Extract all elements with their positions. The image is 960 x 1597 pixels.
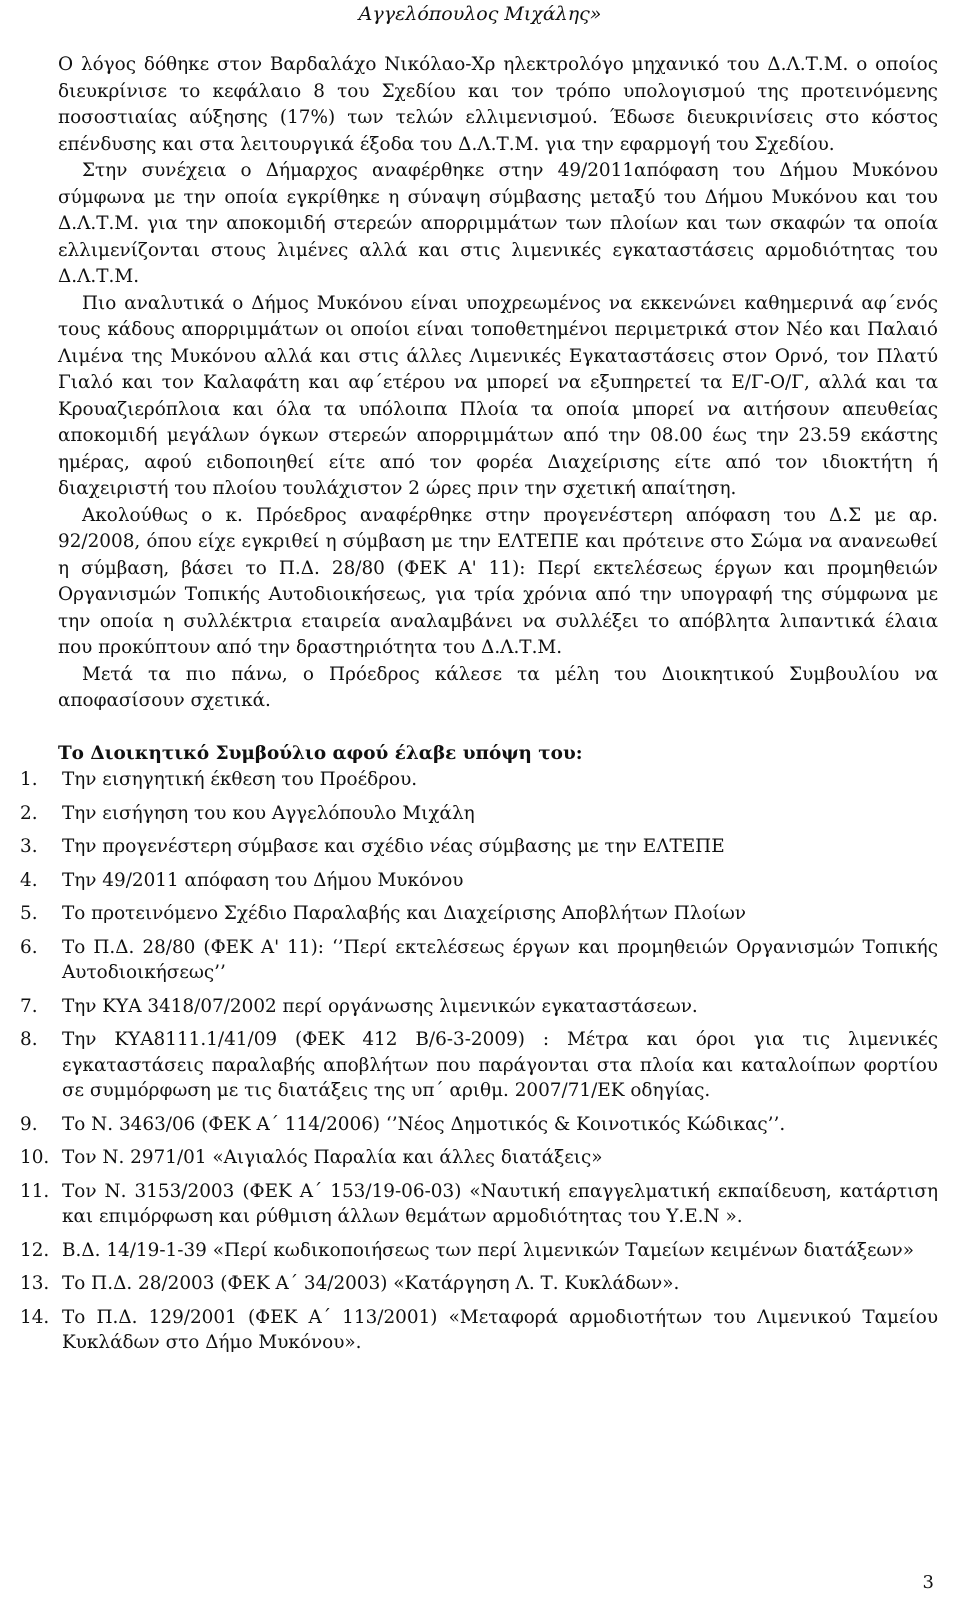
list-item: 4. Την 49/2011 απόφαση του Δήμου Μυκόνου	[20, 869, 464, 891]
list-item: 10. Τον Ν. 2971/01 «Αιγιαλός Παραλία και άλλες διατάξεις»	[20, 1147, 603, 1168]
paragraph-speaker: Ο λόγος δόθηκε στον Βαρδαλάχο Νικόλαο-Χρ ηλεκτρολόγο μηχανικό του Δ.Λ.Τ.Μ. ο οποίος διευκρίνισε το κεφάλαιο 8 του Σχεδίου και τον τρόπο υπολογισμού της προτεινόμενης ποσοστιαίας αύξησης (17%) των τελών ελλιμενισμού. Έδωσε διευκρινίσεις στο κόστος επένδυσης και στα λειτουργικά έξοδα του Δ.Λ.Τ.Μ. για την εφαρμογή του Σχεδίου.	[58, 54, 938, 155]
considerations-list	[20, 767, 938, 1356]
considerations-heading: Το Διοικητικό Συμβούλιο αφού έλαβε υπόψη του:	[58, 742, 583, 764]
list-item: 11. Τον Ν. 3153/2003 (ΦΕΚ Α΄ 153/19-06-03) «Ναυτική επαγγελματική εκπαίδευση, κατάρτιση και επιμόρφωση και ρύθμιση άλλων θεμάτων αρμοδιότητας του Υ.Ε.Ν ».	[20, 1180, 938, 1227]
paragraph-call-to-decide: Μετά τα πιο πάνω, ο Πρόεδρος κάλεσε τα μέλη του Διοικητικού Συμβουλίου να αποφασίσουν σχετικά.	[58, 663, 938, 711]
list-item: 5. Το προτεινόμενο Σχέδιο Παραλαβής και Διαχείρισης Αποβλήτων Πλοίων	[20, 903, 746, 924]
list-item: 8. Την ΚΥΑ8111.1/41/09 (ΦΕΚ 412 Β/6-3-2009) : Μέτρα και όροι για τις λιμενικές εγκαταστάσεις παραλαβής αποβλήτων που παράγονται στα πλοία και καταλοίπων φορτίου σε συμμόρφωση με τις διατάξεις της υπ΄ αριθμ. 2007/71/ΕΚ οδηγίας.	[20, 1029, 938, 1101]
page-number: 3	[922, 1572, 934, 1593]
paragraph-mayor: Στην συνέχεια ο Δήμαρχος αναφέρθηκε στην 49/2011απόφαση του Δήμου Μυκόνου σύμφωνα με την οποία εγκρίθηκε η σύναψη σύμβασης μεταξύ του Δήμου Μυκόνου και του Δ.Λ.Τ.Μ. για την αποκομιδή στερεών απορριμμάτων των πλοίων και των σκαφών τα οποία ελλιμενίζονται στους λιμένες αλλά και στις λιμενικές εγκαταστάσεις αρμοδιότητας του Δ.Λ.Τ.Μ.	[58, 160, 938, 287]
list-item: 1. Την εισηγητική έκθεση του Προέδρου.	[20, 769, 418, 790]
paragraph-president: Ακολούθως ο κ. Πρόεδρος αναφέρθηκε στην προγενέστερη απόφαση του Δ.Σ με αρ. 92/2008, όπου είχε εγκριθεί η σύμβαση με την ΕΛΤΕΠΕ και πρότεινε στο Σώμα να ανανεωθεί η σύμβαση, βάσει το Π.Δ. 28/80 (ΦΕΚ Α' 11): Περί εκτελέσεως έργων και προμηθειών Οργανισμών Τοπικής Αυτοδιοικήσεως, για τρία χρόνια από την υπογραφή της σύμφωνα με την οποία η συλλέκτρια εταιρεία αναλαμβάνει να συλλέξει το απόβλητα λιπαντικά έλαια που προκύπτουν από την δραστηριότητα του Δ.Λ.Τ.Μ.	[58, 504, 938, 658]
paragraph-details: Πιο αναλυτικά ο Δήμος Μυκόνου είναι υποχρεωμένος να εκκενώνει καθημερινά αφ΄ενός τους κάδους απορριμμάτων οι οποίοι είναι τοποθετημένοι περιμετρικά στον Νέο και Παλαιό Λιμένα της Μυκόνου αλλά και στις άλλες Λιμενικές Εγκαταστάσεις στον Ορνό, τον Πλατύ Γιαλό και τον Καλαφάτη και αφ΄ετέρου να μπορεί να εξυπηρετεί τα Ε/Γ-Ο/Γ, αλλά και τα Κρουαζιερόπλοια και όλα τα υπόλοιπα Πλοία τα οποία μπορεί να αιτήσουν απευθείας αποκομιδή μεγάλων όγκων στερεών απορριμμάτων από την 08.00 έως την 23.59 εκάστης ημέρας, αφού ειδοποιηθεί είτε από τον φορέα Διαχείρισης είτε από τον ιδιοκτήτη ή διαχειριστή του πλοίου τουλάχιστον 2 ώρες πριν την σχετική απαίτηση.	[58, 292, 938, 499]
list-item: 2. Την εισήγηση του κου Αγγελόπουλο Μιχάλη	[20, 802, 475, 824]
list-item: 12. Β.Δ. 14/19-1-39 «Περί κωδικοποιήσεως των περί λιμενικών Ταμείων κειμένων διατάξεων»	[20, 1239, 914, 1261]
list-item: 7. Την ΚΥΑ 3418/07/2002 περί οργάνωσης λιμενικών εγκαταστάσεων.	[20, 995, 698, 1017]
document-body	[20, 52, 938, 1364]
list-item: 14. Το Π.Δ. 129/2001 (ΦΕΚ Α΄ 113/2001) «Μεταφορά αρμοδιοτήτων του Λιμενικού Ταμείου Κυκλάδων στο Δήμο Μυκόνου».	[20, 1306, 938, 1353]
running-header: Αγγελόπουλος Μιχάλης»	[358, 3, 602, 25]
list-item: 9. Το Ν. 3463/06 (ΦΕΚ Α΄ 114/2006) ‘’Νέος Δημοτικός & Κοινοτικός Κώδικας’’.	[20, 1113, 786, 1135]
list-item: 13. Το Π.Δ. 28/2003 (ΦΕΚ Α΄ 34/2003) «Κατάργηση Λ. Τ. Κυκλάδων».	[20, 1273, 680, 1294]
list-item: 3. Την προγενέστερη σύμβασε και σχέδιο νέας σύμβασης με την ΕΛΤΕΠΕ	[20, 836, 725, 857]
list-item: 6. Το Π.Δ. 28/80 (ΦΕΚ Α' 11): ‘’Περί εκτελέσεως έργων και προμηθειών Οργανισμών Τοπικής Αυτοδιοικήσεως’’	[20, 936, 938, 983]
